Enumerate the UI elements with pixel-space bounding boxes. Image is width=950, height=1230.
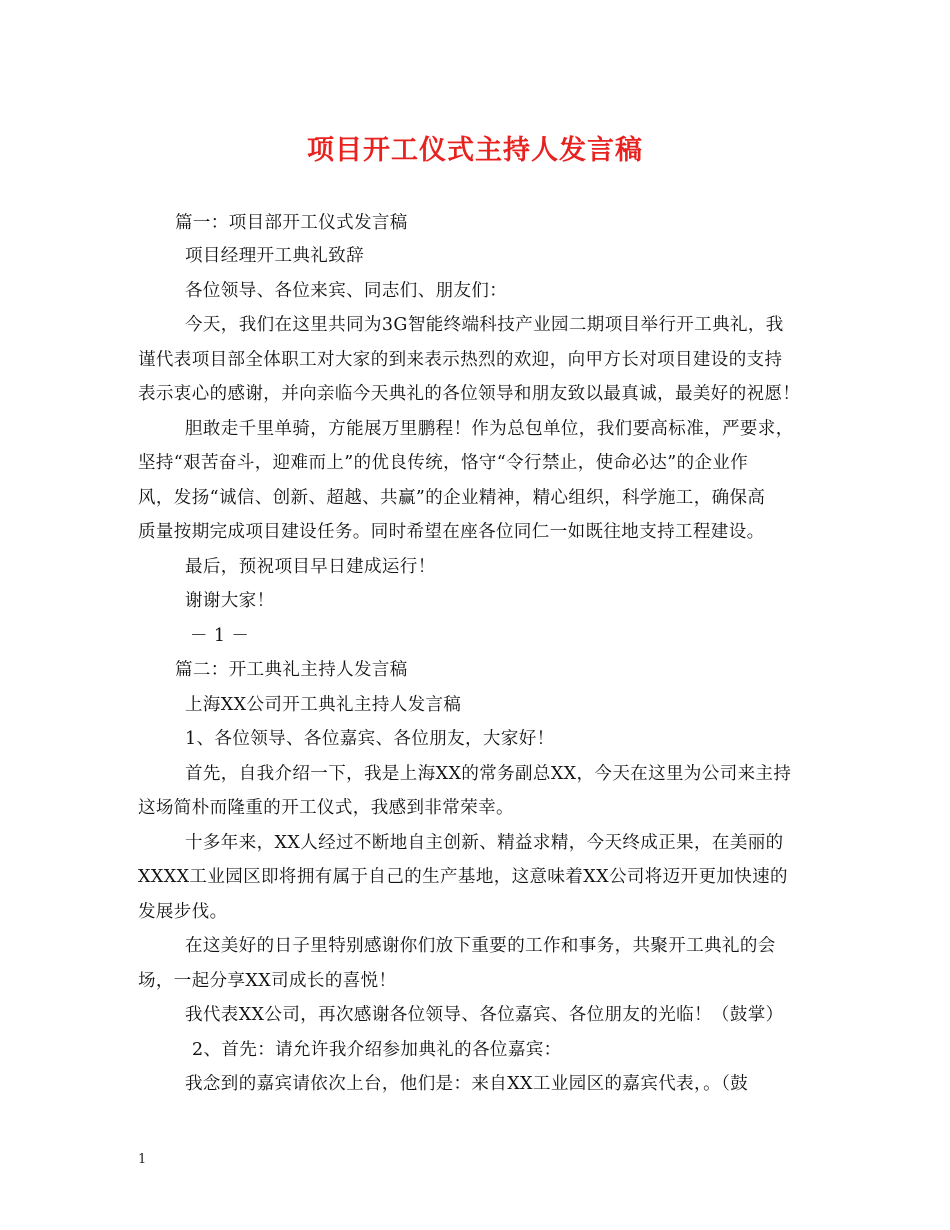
- inline-page-marker: － 1 －: [190, 626, 250, 646]
- section-heading: 篇二：开工典礼主持人发言稿: [175, 660, 408, 680]
- paragraph-line: 首先，自我介绍一下，我是上海XX的常务副总XX，今天在这里为公司来主持: [185, 764, 792, 784]
- paragraph-line: 这场简朴而隆重的开工仪式，我感到非常荣幸。: [138, 798, 514, 818]
- paragraph-line: 谢谢大家！: [185, 591, 275, 611]
- document-title: 项目开工仪式主持人发言稿: [307, 135, 643, 166]
- paragraph-line: 十多年来，XX人经过不断地自主创新、精益求精，今天终成正果，在美丽的: [185, 833, 784, 853]
- paragraph-line: 坚持“艰苦奋斗，迎难而上”的优良传统，恪守“令行禁止，使命必达”的企业作: [138, 453, 749, 473]
- paragraph-line: 表示衷心的感谢，并向亲临今天典礼的各位领导和朋友致以最真诚，最美好的祝愿！: [138, 384, 801, 404]
- paragraph-line: 1、各位领导、各位嘉宾、各位朋友，大家好！: [185, 729, 555, 749]
- paragraph-line: 在这美好的日子里特别感谢你们放下重要的工作和事务，共聚开工典礼的会: [185, 936, 776, 956]
- paragraph-line: 各位领导、各位来宾、同志们、朋友们：: [185, 281, 508, 301]
- paragraph-line: XXXX工业园区即将拥有属于自己的生产基地，这意味着XX公司将迈开更加快速的: [138, 867, 788, 887]
- page-number: 1: [138, 1152, 147, 1167]
- paragraph-line: 2、首先：请允许我介绍参加典礼的各位嘉宾：: [192, 1040, 562, 1060]
- paragraph-line: 最后，预祝项目早日建成运行！: [185, 557, 436, 577]
- paragraph-line: 质量按期完成项目建设任务。同时希望在座各位同仁一如既往地支持工程建设。: [138, 522, 765, 542]
- section-heading: 篇一：项目部开工仪式发言稿: [175, 213, 408, 233]
- paragraph-line: 我代表XX公司，再次感谢各位领导、各位嘉宾、各位朋友的光临！（鼓掌）: [185, 1005, 784, 1025]
- subheading: 项目经理开工典礼致辞: [185, 246, 364, 266]
- paragraph-line: 今天，我们在这里共同为3G智能终端科技产业园二期项目举行开工典礼，我: [185, 315, 784, 335]
- paragraph-line: 场，一起分享XX司成长的喜悦！: [138, 971, 397, 991]
- paragraph-line: 发展步伐。: [138, 902, 228, 922]
- paragraph-line: 风，发扬“诚信、创新、超越、共赢”的企业精神，精心组织，科学施工，确保高: [138, 488, 766, 508]
- paragraph-line: 胆敢走千里单骑，方能展万里鹏程！作为总包单位，我们要高标准，严要求，: [185, 419, 794, 439]
- subheading: 上海XX公司开工典礼主持人发言稿: [185, 695, 462, 715]
- paragraph-line: 我念到的嘉宾请依次上台，他们是：来自XX工业园区的嘉宾代表，。（鼓: [185, 1074, 749, 1094]
- paragraph-line: 谨代表项目部全体职工对大家的到来表示热烈的欢迎，向甲方长对项目建设的支持: [138, 350, 783, 370]
